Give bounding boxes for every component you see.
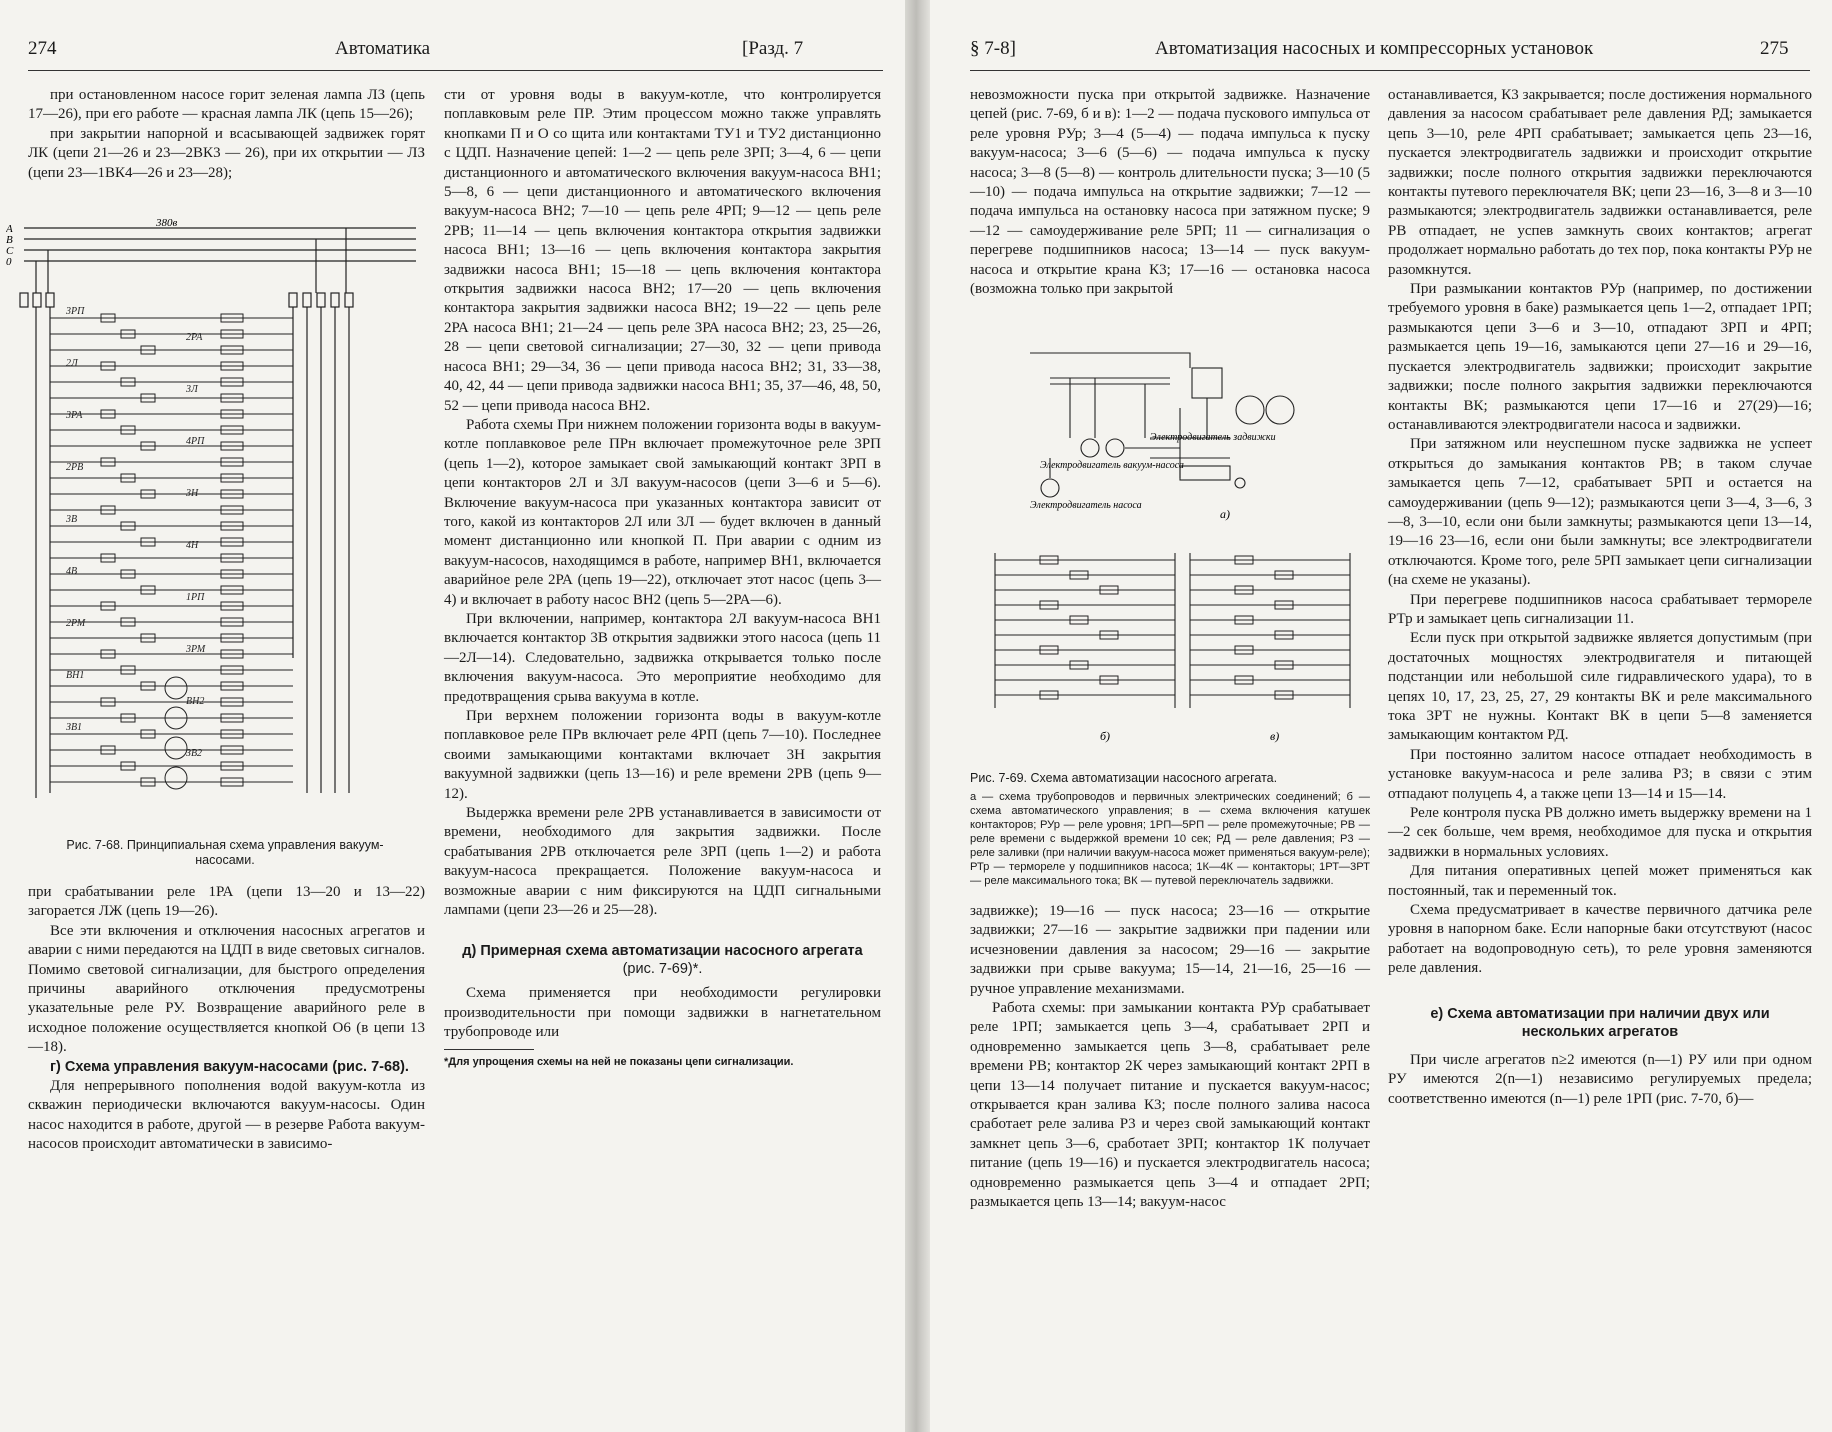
figure-7-69bc-schematic (980, 548, 1370, 753)
section-heading-d-ref: (рис. 7-69)*. (622, 961, 703, 978)
right-page (930, 0, 1832, 1432)
relay-label: 4Н (186, 540, 199, 551)
phase-label: С (6, 245, 14, 257)
header-rule-left (28, 70, 883, 71)
section-heading-g: г) Схема управления вакуум-насосами (рис. 7-68). (50, 1058, 409, 1075)
paragraph: При включении, например, контактора 2Л вакуум-насоса ВН1 включается контактор 3В открытия задвижки этого насоса (цепь 11—2Л—14). Следовательно, задвижка открывается только после включения вакуум-насоса. Это мероприятие необходимо для предотвращения срыва вакуума в котле. (444, 610, 881, 705)
left-col2 (444, 86, 881, 1069)
relay-label: 2РМ (66, 618, 86, 629)
footnote: *Для упрощения схемы на ней не показаны цепи сигнализации. (444, 1055, 794, 1068)
paragraph: Если пуск при открытой задвижке является допустимым (при достаточных мощностях электродвигателя и питающей подстанции или небольшой силе гидравлического удара), то в цепях 10, 17, 23, 25, 27, 29 контакты ВК и реле максимального тока 3РТ не нужны. Контакт ВК в цепи 5—8 заменяется замыкающим контактом РД. (1388, 630, 1812, 744)
phase-label: В (6, 234, 13, 246)
motor-symbol (165, 677, 187, 699)
phase-label: А (6, 223, 13, 235)
relay-label: 3РА (66, 410, 83, 421)
section-heading-d (444, 942, 881, 978)
figure-7-69a-pipework (1030, 348, 1350, 523)
paragraph: задвижке); 19—16 — пуск насоса; 23—16 — открытие задвижки; 27—16 — закрытие задвижки при падении или исчезновении давления за насосом; 29—16 — закрытие задвижки при срыве вакуума; 15—14, 21—16, 25—16 — ручное управление механизмами. (970, 903, 1370, 997)
book-gutter (905, 0, 930, 1432)
relay-label: 3В (66, 514, 78, 525)
paragraph: при срабатывании реле 1РА (цепи 13—20 и 13—22) загорается ЛЖ (цепь 19—26). (28, 884, 425, 920)
header-rule-right (970, 70, 1810, 71)
paragraph: При постоянно залитом насосе отпадает необходимость в установке вакуум-насоса и реле залива Р3; в связи с этим отпадают полуцепь 4, а также цепи 13—14 и 15—14. (1388, 746, 1812, 802)
paragraph: при остановленном насосе горит зеленая лампа ЛЗ (цепь 17—26), при его работе — красная лампа ЛК (цепь 15—26); (28, 87, 425, 123)
relay-label: ВН1 (66, 670, 85, 681)
subfigure-a-label: а) (1220, 507, 1230, 521)
figure-7-68-schematic (6, 218, 421, 833)
right-col1-top (970, 86, 1370, 299)
section-ref-left: [Разд. 7 (742, 38, 804, 59)
paragraph: При перегреве подшипников насоса срабатывает термореле РТр и замыкает цепь сигнализации 11. (1388, 591, 1812, 627)
relay-label: 2Л (66, 358, 78, 369)
paragraph: останавливается, К3 закрывается; после достижения нормального давления за насосом срабатывает реле давления РД; замыкается цепь 3—10, реле 4РП срабатывает; замыкается цепь 23—16, пускается электродвигатель задвижки и происходит открытие задвижки; после полного открытия задвижки переключаются контакты путевого переключателя ВК; цепи 23—16, 3—8 и 3—10 размыкаются; электродвигатель задвижки останавливается, реле РВ отпадает, не успев замкнуть своих контактов; агрегат продолжает нормально работать до тех пор, пока контакты РУр не разомкнутся. (1388, 87, 1812, 278)
page-number-right: 275 (1760, 38, 1789, 59)
paragraph: При верхнем положении горизонта воды в вакуум-котле поплавковое реле ПРв включает реле 4РП (цепь 7—10). Последнее своими замыкающими контактами включает 3Н закрытия вакуумной задвижки (цепь 13—16) и реле времени 2РВ (цепь 9—12). (444, 708, 881, 802)
paragraph: при закрытии напорной и всасывающей задвижек горят ЛК (цепи 21—26 и 23—2ВК3 — 26), при их открытии — ЛЗ (цепи 23—1ВК4—26 и 23—28); (28, 125, 425, 181)
paragraph: Для непрерывного пополнения водой вакуум-котла из скважин периодически включаются вакуум-насосы. Один насос находится в работе, другой — в резерве Работа вакуум-насосов происходит автоматически в зависимо- (28, 1078, 425, 1153)
figure-7-69-legend: а — схема трубопроводов и первичных электрических соединений; б — схема автоматического управления; в — схема включения катушек контакторов; РУр — реле уровня; 1РП—5РП — реле промежуточные; РВ — реле времени с выдержкой времени 10 сек; РД — реле давления; Р3 — реле заливки (при наличии вакуум-насоса может применяться вакуум-реле); РТр — термореле у подшипников насоса; 1К—4К — контакторы; 1РТ—3РТ — реле максимального тока; ВК — путевой переключатель задвижки. (970, 791, 1370, 887)
figure-7-68-caption: Рис. 7-68. Принципиальная схема управления вакуум-насосами. (66, 838, 384, 867)
relay-label: 2РА (186, 332, 203, 343)
figure-7-69-caption: Рис. 7-69. Схема автоматизации насосного агрегата. (970, 771, 1278, 785)
running-title-left: Автоматика (335, 38, 431, 59)
relay-label: 3РП (66, 306, 85, 317)
paragraph: Выдержка времени реле 2РВ устанавливается в зависимости от времени, необходимого для закрытия задвижки. После срабатывания 2РВ отключается реле 3РП (цепь 1—2) и работа вакуум-насоса прекращается. Положение вакуум-насоса и возможные аварии с ним фиксируются на ЦДП сигнальными лампами (цепи 23—26 и 25—28). (444, 805, 881, 919)
left-page (0, 0, 905, 1432)
paragraph: Реле контроля пуска РВ должно иметь выдержку времени на 1—2 сек больше, чем время, необходимое для пуска и открытия задвижки в нормальных условиях. (1388, 805, 1812, 860)
paragraph: Схема предусматривает в качестве первичного датчика реле уровня в напорном баке. Если напорные баки отсутствуют (насос работает на водопроводную сеть), то реле уровня заменяются реле давления. (1388, 902, 1812, 977)
relay-label: 2РВ (66, 462, 84, 473)
paragraph: невозможности пуска при открытой задвижке. Назначение цепей (рис. 7-69, б и в): 1—2 — подача пускового импульса от реле уровня РУр; 3—4 (5—4) — подача импульса к пуску вакуум-насоса; 3—6 (5—6) — подача импульса к пуску насоса; 3—8 (5—8) — контроль длительности пуска; 3—10 (5—10) — подача импульса на открытие задвижки; 7—12 — подача импульса на остановку насоса при затяжном пуске; 9—12 — самоудерживание реле 5РП; 11 — сигнализация о перегреве подшипников насоса; 13—14 — пуск вакуум-насоса и открытие крана К3; 17—16 — остановка насоса (возможна только при закрытой (970, 87, 1370, 298)
relay-label: 3Н (186, 488, 199, 499)
subfigure-b-label: б) (1100, 729, 1111, 743)
relay-label: 3Л (186, 384, 198, 395)
running-title-right: Автоматизация насосных и компрессорных установок (1155, 38, 1594, 59)
relay-label: 3РМ (186, 644, 206, 655)
paragraph: Схема применяется при необходимости регулировки производительности при помощи задвижки в нагнетательном трубопроводе или (444, 985, 881, 1041)
label-motor-pump: Электродвигатель насоса (1030, 500, 1142, 511)
section-heading-d-title: д) Примерная схема автоматизации насосного агрегата (462, 943, 863, 960)
paragraph: Для питания оперативных цепей может применяться как постоянный, так и переменный ток. (1388, 863, 1812, 899)
subfigure-c-label: в) (1270, 729, 1280, 743)
relay-label: ЗВ2 (186, 748, 203, 759)
relay-label: 1РП (186, 592, 205, 603)
relay-label: ЗВ1 (66, 722, 83, 733)
paragraph: Работа схемы При нижнем положении горизонта воды в вакуум-котле поплавковое реле ПРн включает промежуточное реле 3РП (цепь 1—2), которое замыкает свой замыкающий контакт 3РП в цепи контакторов 2Л и 3Л вакуум-насосов (цепи 3—6 и 5—6). Включение вакуум-насоса при указанных контактора зависит от того, какой из контакторов 2Л или 3Л — будет включен в данный момент дистанционно или кнопкой П. При аварии с одним из вакуум-насосов, находящимся в работе, например ВН1, включается аварийное реле 2РА (цепь 19—22), отключает этот насос (цепь 3—4) и включает в работу насос ВН2 (цепь 5—2РА—6). (444, 416, 881, 608)
paragraph: Все эти включения и отключения насосных агрегатов и аварии с ними передаются на ЦДП в виде световых сигналов. Помимо световой сигнализации, для быстрого определения причины аварийного отключения предусмотрены указательные реле РУ. Возвращение аварийного реле в исходное положение осуществляется кнопкой О6 (в цепи 13—18). (28, 922, 425, 1056)
motor-symbol (165, 767, 187, 789)
footnote-rule (444, 1049, 534, 1050)
phase-label: 0 (6, 256, 12, 268)
section-ref-right: § 7-8] (970, 38, 1016, 59)
section-heading-e: е) Схема автоматизации при наличии двух или нескольких агрегатов (1430, 1005, 1770, 1040)
paragraph: сти от уровня воды в вакуум-котле, что контролируется поплавковым реле ПР. Этим процессом можно также управлять кнопками П и О со щита или контактами ТУ1 и ТУ2 дистанционно с ЦДП. Назначение цепей: 1—2 — цепь реле 3РП; 3—4, 6 — цепи дистанционного и автоматического включения вакуум-насоса ВН1; 5—8, 6 — цепи дистанционного и автоматического включения вакуум-насоса ВН2; 7—10 — цепь реле 4РП; 9—12 — цепь реле 2РВ; 11—14 — цепь включения контактора открытия задвижки насоса ВН1; 13—16 — цепь включения контактора закрытия задвижки насоса ВН1; 15—18 — цепь включения контактора открытия задвижки насоса ВН2; 17—20 — цепь включения контактора закрытия задвижки насоса ВН2; 19—22 — цепь реле 2РА насоса ВН1; 21—24 — цепь реле 3РА насоса ВН2; 23, 25—26, 28 — цепи световой сигнализации; 27—30, 32 — цепи привода насоса ВН1; 29—34, 36 — цепи привода насоса ВН2; 31, 33—38, 40, 42, 44 — цепи привода задвижки насоса ВН1; 35, 37—46, 48, 50, 52 — цепи привода насоса ВН2. (444, 87, 881, 414)
voltage-label: 380в (156, 218, 178, 229)
page-number-left: 274 (28, 38, 57, 59)
motor-symbol (165, 737, 187, 759)
paragraph: При числе агрегатов n≥2 имеются (n—1) РУ или при одном РУ имеются 2(n—1) независимо регулируемых предела; соответственно имеются (n—1) реле 1РП (рис. 7-70, б)— (1388, 1051, 1812, 1107)
relay-label: 4РП (186, 436, 205, 447)
label-motor-valve: Электродвигатель задвижки (1150, 432, 1276, 443)
right-col2 (1388, 86, 1812, 1109)
paragraph: При затяжном или неуспешном пуске задвижка не успеет открыться до замыкания контактов РВ; в таком случае замыкается цепь 7—12, срабатывает 5РП и остается на самоудерживании (цепь 9—12); размыкаются цепи 3—4, 3—6, 3—8, 3—10, если они были замкнуты; размыкаются цепи 13—14, 19—16 23—16, если они были замкнуты; все электродвигатели отключаются. Кроме того, реле 5РП замыкает цепи сигнализации (на схеме не указаны). (1388, 436, 1812, 589)
left-col1-bottom (28, 883, 425, 1155)
relay-label: 4В (66, 566, 78, 577)
left-col1-top (28, 86, 425, 183)
label-motor-vac: Электродвигатель вакуум-насоса (1040, 460, 1184, 471)
relay-label: ВН2 (186, 696, 205, 707)
right-col1-bottom (970, 902, 1370, 1213)
paragraph: При размыкании контактов РУр (например, по достижении требуемого уровня в баке) размыкается цепь 1—2, отпадает 1РП; размыкаются цепи 3—6 и 3—10, отпадают 3РП и 4РП; размыкается цепь 19—16, замыкаются цепи 27—16 и 29—16, пускается электродвигатель задвижки; происходит закрытие задвижки; после полного закрытия задвижки переключаются контакты ВК; размыкаются цепи 17—16 и 27(29)—16; останавливаются электродвигатели насоса и задвижки. (1388, 281, 1812, 433)
paragraph: Работа схемы: при замыкании контакта РУр срабатывает реле 1РП; замыкается цепь 3—4, срабатывает 2РП и одновременно замыкается цепь 3—8, срабатывает реле времени РВ; контактор 2К через замыкающий контакт 2РП в цепи 13—14 получает питание и пускается вакуум-насос; открывается кран залива К3; после полного залива насоса сработает реле залива Р3 и через свой замыкающий контакт замкнет цепь 3—6, сработает 3РП; контактор 1К получает питание (цепь 19—16) и пускается электродвигатель насоса; одновременно размыкается цепь 3—4 и отпадает 2РП; размыкается цепь 13—14; вакуум-насос (970, 1000, 1370, 1211)
